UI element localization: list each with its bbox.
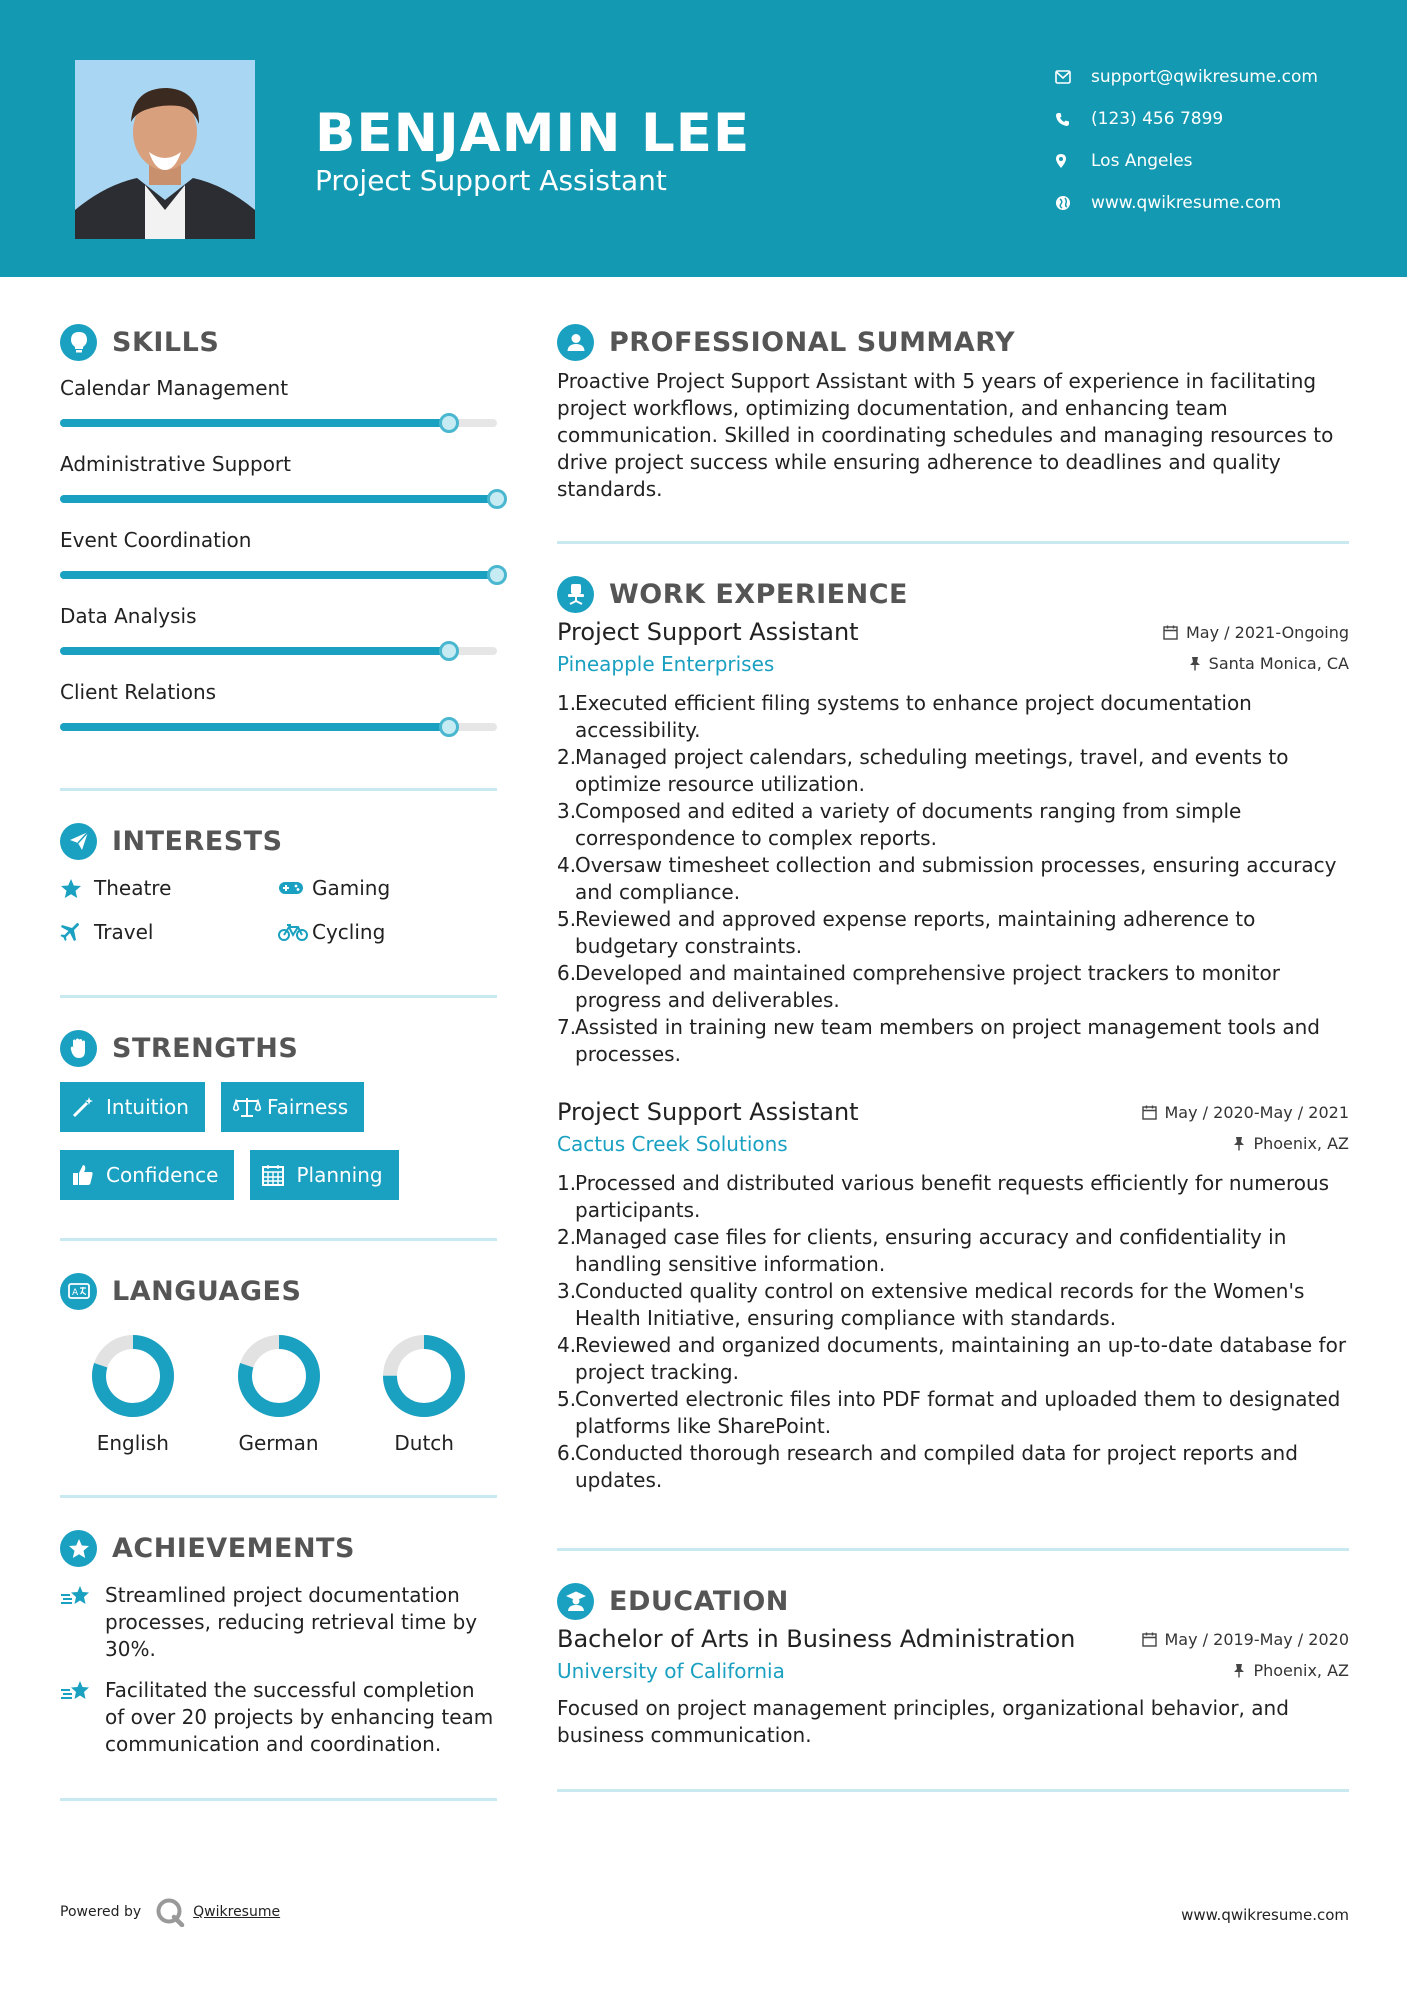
- qwikresume-link[interactable]: Qwikresume: [193, 1904, 281, 1920]
- job-date: [1142, 1103, 1350, 1122]
- calendar-icon: [1142, 1632, 1157, 1647]
- job-duties: [557, 690, 1349, 1068]
- skill-bar-knob: [439, 413, 459, 433]
- pushpin-icon: [1233, 1663, 1245, 1678]
- skill-bar-knob: [487, 489, 507, 509]
- language-ring: [90, 1333, 176, 1419]
- school-name: University of California: [557, 1659, 785, 1683]
- right-column: [557, 320, 1349, 1792]
- language-label: English: [96, 1431, 169, 1455]
- star-icon: [60, 878, 94, 899]
- education-heading: [557, 1579, 1349, 1623]
- degree: Bachelor of Arts in Business Administration: [557, 1625, 1076, 1653]
- strength-label: Planning: [296, 1163, 383, 1187]
- achievements-title: ACHIEVEMENTS: [112, 1532, 355, 1564]
- language-item: [351, 1333, 497, 1455]
- lightbulb-icon: [60, 324, 97, 361]
- section-divider: [557, 1789, 1349, 1792]
- profile-photo: [75, 60, 255, 239]
- skill-label: Event Coordination: [60, 528, 252, 552]
- interest-item: [60, 917, 278, 947]
- contact-location: [1055, 140, 1385, 182]
- contact-website[interactable]: [1055, 182, 1385, 224]
- strength-tag: [60, 1150, 234, 1200]
- company-name: Pineapple Enterprises: [557, 652, 775, 676]
- candidate-name: BENJAMIN LEE: [315, 103, 751, 164]
- skill-item: [60, 674, 497, 750]
- shooting-star-icon: [60, 1582, 105, 1663]
- calendar-icon: [1163, 625, 1178, 640]
- achievement-text: Facilitated the successful completion of over 20 projects by enhancing team communication and coordination.: [105, 1678, 494, 1756]
- list-item: 6. Developed and maintained comprehensive project trackers to monitor progress and deliverables.: [557, 961, 1280, 1012]
- list-item: 1. Executed efficient filing systems to enhance project documentation accessibility.: [557, 691, 1252, 742]
- skill-bar: [60, 723, 497, 731]
- bicycle-icon: [278, 923, 312, 941]
- language-label: Dutch: [394, 1431, 454, 1455]
- award-star-icon: [60, 1530, 97, 1567]
- contact-list: [1055, 56, 1385, 224]
- strength-tag: [250, 1150, 398, 1200]
- contact-phone-text: (123) 456 7899: [1091, 109, 1224, 129]
- powered-by-text: Powered by: [60, 1904, 142, 1920]
- job-date-text: May / 2020-May / 2021: [1164, 1103, 1349, 1122]
- skill-label: Calendar Management: [60, 376, 289, 400]
- skill-item: [60, 598, 497, 674]
- achievements-heading: [60, 1526, 497, 1570]
- list-item: 7. Assisted in training new team members on project management tools and processes.: [557, 1015, 1320, 1066]
- list-item: 2. Managed project calendars, scheduling meetings, travel, and events to optimize resource utilization.: [557, 745, 1289, 796]
- location-pin-icon: [1055, 153, 1091, 169]
- job-location: [1189, 654, 1349, 673]
- footer-powered-by: [60, 1897, 280, 1927]
- graduate-icon: [557, 1583, 594, 1620]
- job-date: [1163, 623, 1349, 642]
- education-title: EDUCATION: [609, 1585, 789, 1617]
- strength-label: Confidence: [106, 1163, 219, 1187]
- achievement-item: [60, 1677, 497, 1758]
- candidate-title: Project Support Assistant: [315, 164, 667, 197]
- skill-bar: [60, 647, 497, 655]
- education-date: [1142, 1630, 1350, 1649]
- languages-title: LANGUAGES: [112, 1275, 302, 1307]
- contact-email-text: support@qwikresume.com: [1091, 67, 1318, 87]
- skill-bar-fill: [60, 723, 449, 731]
- balance-scale-icon: [233, 1096, 267, 1118]
- hand-icon: [60, 1030, 97, 1067]
- strengths-title: STRENGTHS: [112, 1032, 299, 1064]
- shooting-star-icon: [60, 1677, 105, 1758]
- interest-item: [278, 873, 497, 903]
- achievement-text: Streamlined project documentation processes, reducing retrieval time by 30%.: [105, 1583, 478, 1661]
- interest-label: Theatre: [94, 876, 172, 900]
- skill-bar-knob: [487, 565, 507, 585]
- language-item: [60, 1333, 206, 1455]
- mail-icon: [1055, 70, 1091, 84]
- language-label: German: [238, 1431, 319, 1455]
- language-item: [206, 1333, 352, 1455]
- pushpin-icon: [1189, 656, 1201, 671]
- interest-item: [278, 917, 497, 947]
- list-item: 2. Managed case files for clients, ensuring accuracy and confidentiality in handling sensitive information.: [557, 1225, 1287, 1276]
- office-chair-icon: [557, 576, 594, 613]
- skill-bar-fill: [60, 495, 497, 503]
- interest-label: Gaming: [312, 876, 391, 900]
- gamepad-icon: [278, 880, 312, 896]
- list-item: 3. Composed and edited a variety of documents ranging from simple correspondence to complex reports.: [557, 799, 1242, 850]
- translate-icon: [60, 1273, 97, 1310]
- summary-text: Proactive Project Support Assistant with 5 years of experience in facilitating project workflows, optimizing documentation, and enhancing team communication. Skilled in coordinating schedules and managing resources to drive project success while ensuring adherence to deadlines and quality standards.: [557, 369, 1334, 501]
- skill-bar-fill: [60, 647, 449, 655]
- skill-label: Client Relations: [60, 680, 217, 704]
- strengths-list: [60, 1082, 497, 1200]
- job-location-text: Santa Monica, CA: [1208, 654, 1349, 673]
- paper-plane-icon: [60, 823, 97, 860]
- interest-item: [60, 873, 278, 903]
- phone-icon: [1055, 112, 1091, 127]
- list-item: 4. Reviewed and organized documents, maintaining an up-to-date database for project tracking.: [557, 1333, 1347, 1384]
- skill-label: Administrative Support: [60, 452, 291, 476]
- left-column: [60, 320, 497, 1801]
- calendar-icon: [262, 1164, 296, 1186]
- job-entry: [557, 1098, 1349, 1494]
- job-duties: [557, 1170, 1349, 1494]
- skills-heading: [60, 320, 497, 364]
- job-title: Project Support Assistant: [557, 618, 859, 646]
- education-location-text: Phoenix, AZ: [1253, 1661, 1349, 1680]
- interests-title: INTERESTS: [112, 825, 283, 857]
- skill-item: [60, 446, 497, 522]
- svg-text:A: A: [71, 1288, 78, 1298]
- skill-bar: [60, 419, 497, 427]
- list-item: 6. Conducted thorough research and compiled data for project reports and updates.: [557, 1441, 1298, 1492]
- education-date-text: May / 2019-May / 2020: [1164, 1630, 1349, 1649]
- contact-website-text: www.qwikresume.com: [1091, 193, 1282, 213]
- contact-location-text: Los Angeles: [1091, 151, 1193, 171]
- skill-bar-fill: [60, 571, 497, 579]
- plane-icon: [60, 922, 94, 942]
- skill-item: [60, 522, 497, 598]
- resume-header: [0, 0, 1407, 277]
- contact-phone[interactable]: [1055, 98, 1385, 140]
- list-item: 5. Reviewed and approved expense reports, maintaining adherence to budgetary constraints.: [557, 907, 1256, 958]
- skill-bar-knob: [439, 641, 459, 661]
- job-location-text: Phoenix, AZ: [1253, 1134, 1349, 1153]
- job-entry: [557, 618, 1349, 1068]
- job-location: [1233, 1134, 1349, 1153]
- interest-label: Cycling: [312, 920, 386, 944]
- strength-tag: [221, 1082, 364, 1132]
- skill-bar: [60, 571, 497, 579]
- languages-heading: [60, 1269, 497, 1313]
- language-ring: [236, 1333, 322, 1419]
- interests-heading: [60, 819, 497, 863]
- list-item: 1. Processed and distributed various benefit requests efficiently for numerous participants.: [557, 1171, 1330, 1222]
- user-icon: [557, 324, 594, 361]
- education-description: Focused on project management principles, organizational behavior, and business communication.: [557, 1696, 1289, 1747]
- globe-icon: [1055, 195, 1091, 211]
- interests-list: [60, 873, 497, 947]
- summary-heading: [557, 320, 1349, 364]
- skill-bar: [60, 495, 497, 503]
- calendar-icon: [1142, 1105, 1157, 1120]
- skill-label: Data Analysis: [60, 604, 197, 628]
- strength-label: Fairness: [266, 1095, 349, 1119]
- summary-title: PROFESSIONAL SUMMARY: [609, 326, 1016, 358]
- achievement-item: [60, 1582, 497, 1663]
- thumbs-up-icon: [72, 1164, 106, 1186]
- language-ring: [381, 1333, 467, 1419]
- list-item: 5. Converted electronic files into PDF format and uploaded them to designated platforms like SharePoint.: [557, 1387, 1341, 1438]
- pushpin-icon: [1233, 1136, 1245, 1151]
- contact-email[interactable]: [1055, 56, 1385, 98]
- magic-wand-icon: [72, 1096, 106, 1118]
- list-item: 4. Oversaw timesheet collection and submission processes, ensuring accuracy and compliance.: [557, 853, 1337, 904]
- languages-list: [60, 1333, 497, 1455]
- company-name: Cactus Creek Solutions: [557, 1132, 788, 1156]
- skill-bar-fill: [60, 419, 449, 427]
- strengths-heading: [60, 1026, 497, 1070]
- section-divider: [60, 1798, 497, 1801]
- skill-item: [60, 370, 497, 446]
- job-date-text: May / 2021-Ongoing: [1186, 623, 1349, 642]
- skill-bar-knob: [439, 717, 459, 737]
- job-title: Project Support Assistant: [557, 1098, 859, 1126]
- interest-label: Travel: [94, 920, 154, 944]
- qwikresume-logo-icon: [155, 1897, 185, 1927]
- experience-heading: [557, 572, 1349, 616]
- experience-title: WORK EXPERIENCE: [609, 578, 908, 610]
- education-location: [1233, 1661, 1349, 1680]
- skills-title: SKILLS: [112, 326, 220, 358]
- strength-tag: [60, 1082, 205, 1132]
- strength-label: Intuition: [106, 1095, 189, 1119]
- list-item: 3. Conducted quality control on extensive medical records for the Women's Health Initiative, ensuring compliance with standards.: [557, 1279, 1305, 1330]
- footer-website[interactable]: www.qwikresume.com: [1181, 1906, 1349, 1924]
